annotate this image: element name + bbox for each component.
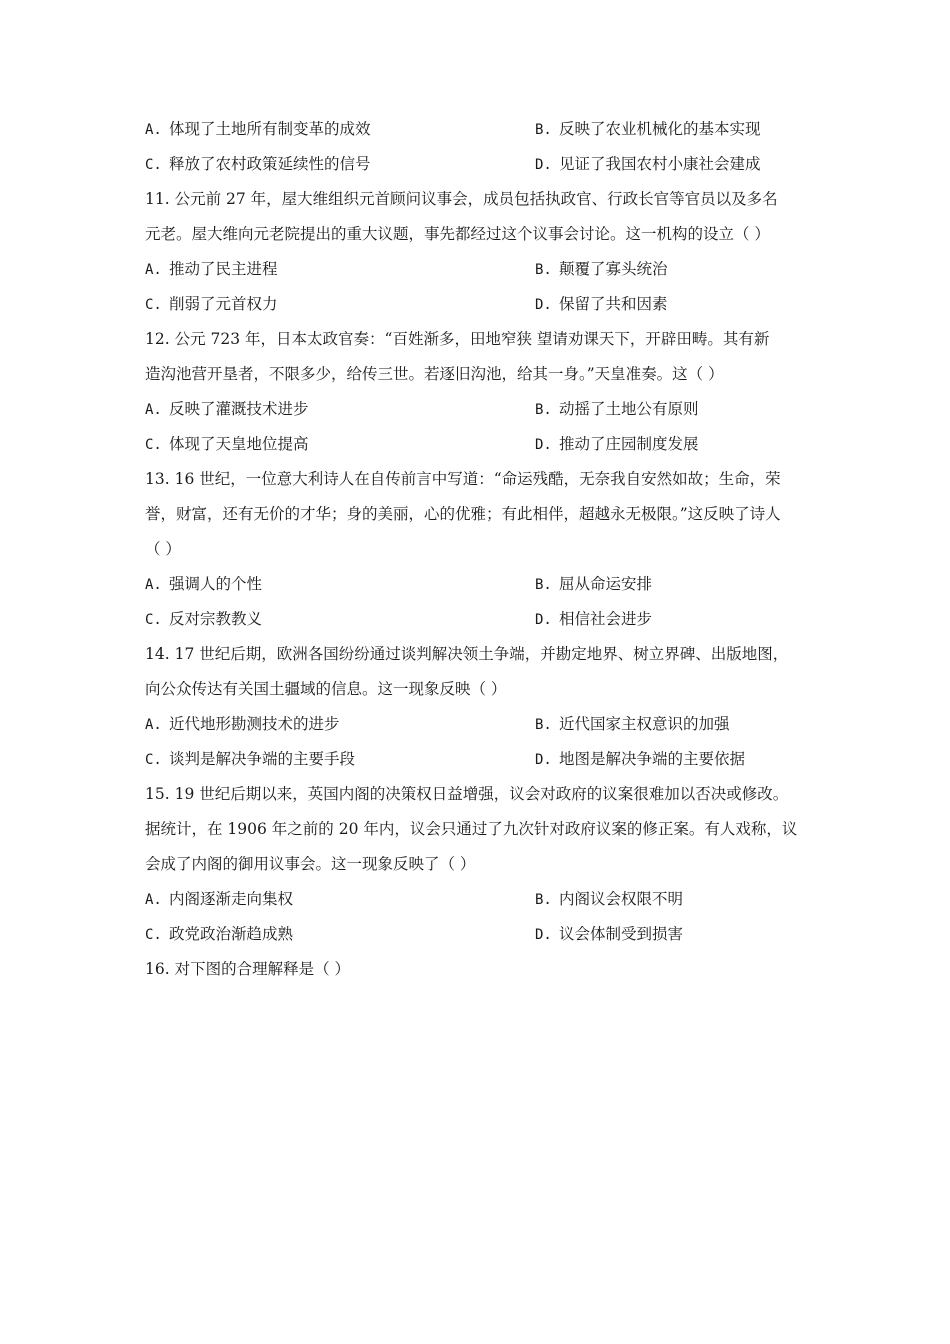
option-letter: A. (145, 892, 162, 908)
question-stem-line: 造沟池营开垦者，不限多少，给传三世。若逐旧沟池，给其一身。”天皇准奏。这（ ） (145, 365, 724, 383)
option-text: 地图是解决争端的主要依据 (559, 750, 746, 768)
q13-option-b[interactable] (535, 567, 652, 603)
question-15 (145, 777, 825, 882)
question-stem-line: 会成了内阁的御用议事会。这一现象反映了（ ） (145, 855, 476, 873)
option-text: 见证了我国农村小康社会建成 (559, 155, 761, 173)
question-11 (145, 182, 825, 252)
q15-option-d[interactable] (535, 917, 683, 953)
option-letter: D. (535, 612, 552, 628)
q10-option-a[interactable] (145, 112, 371, 148)
q14-option-b[interactable] (535, 707, 730, 743)
option-letter: D. (535, 437, 552, 453)
option-text: 近代地形勘测技术的进步 (169, 715, 340, 733)
q15-options-row-2 (145, 917, 825, 952)
option-letter: C. (145, 297, 162, 313)
option-letter: B. (535, 262, 552, 278)
option-letter: D. (535, 927, 552, 943)
q12-option-c[interactable] (145, 427, 309, 463)
q12-options-row-2 (145, 427, 825, 462)
q13-options-row-2 (145, 602, 825, 637)
option-letter: B. (535, 122, 552, 138)
option-text: 相信社会进步 (559, 610, 653, 628)
option-text: 反映了农业机械化的基本实现 (559, 120, 761, 138)
question-stem-line: 元老。屋大维向元老院提出的重大议题，事先都经过这个议事会讨论。这一机构的设立（ ） (145, 225, 770, 243)
question-stem-line: 14. 17 世纪后期，欧洲各国纷纷通过谈判解决领土争端，并勘定地界、树立界碑、出版地图， (145, 645, 789, 663)
q14-option-a[interactable] (145, 707, 340, 743)
option-text: 内阁逐渐走向集权 (169, 890, 294, 908)
option-text: 颠覆了寡头统治 (559, 260, 668, 278)
q10-option-b[interactable] (535, 112, 761, 148)
q12-option-a[interactable] (145, 392, 309, 428)
question-14 (145, 637, 825, 707)
question-stem-line: 11. 公元前 27 年，屋大维组织元首顾问议事会，成员包括执政官、行政长官等官员以及多名 (145, 190, 778, 208)
q14-options-row-1 (145, 707, 825, 742)
q13-option-d[interactable] (535, 602, 652, 638)
q14-option-d[interactable] (535, 742, 745, 778)
option-text: 体现了天皇地位提高 (169, 435, 309, 453)
option-text: 近代国家主权意识的加强 (559, 715, 730, 733)
q12-option-d[interactable] (535, 427, 699, 463)
option-letter: C. (145, 612, 162, 628)
option-text: 政党政治渐趋成熟 (169, 925, 294, 943)
q15-option-a[interactable] (145, 882, 293, 918)
q15-options-row-1 (145, 882, 825, 917)
option-letter: A. (145, 402, 162, 418)
q10-options-row-2 (145, 147, 825, 182)
q11-option-c[interactable] (145, 287, 278, 323)
q10-option-c[interactable] (145, 147, 371, 183)
option-letter: C. (145, 927, 162, 943)
option-text: 削弱了元首权力 (169, 295, 278, 313)
option-letter: C. (145, 157, 162, 173)
question-stem-line: 据统计，在 1906 年之前的 20 年内，议会只通过了九次针对政府议案的修正案。有人戏称，议 (145, 820, 798, 838)
q14-options-row-2 (145, 742, 825, 777)
q15-option-b[interactable] (535, 882, 683, 918)
option-text: 屈从命运安排 (559, 575, 653, 593)
option-text: 推动了民主进程 (169, 260, 278, 278)
option-letter: A. (145, 122, 162, 138)
option-text: 议会体制受到损害 (559, 925, 684, 943)
q11-options-row-1 (145, 252, 825, 287)
question-stem-line: 誉，财富，还有无价的才华；身的美丽，心的优雅；有此相伴，超越永无极限。”这反映了诗人 (145, 505, 781, 523)
q13-option-c[interactable] (145, 602, 262, 638)
q10-options-row-1 (145, 112, 825, 147)
option-text: 内阁议会权限不明 (559, 890, 684, 908)
q11-options-row-2 (145, 287, 825, 322)
option-letter: B. (535, 717, 552, 733)
option-text: 动摇了土地公有原则 (559, 400, 699, 418)
question-stem-line: 16. 对下图的合理解释是（ ） (145, 960, 351, 978)
question-16 (145, 952, 825, 987)
q11-option-b[interactable] (535, 252, 668, 288)
question-stem-line: 15. 19 世纪后期以来，英国内阁的决策权日益增强，议会对政府的议案很难加以否决或修改。 (145, 785, 789, 803)
option-text: 反对宗教教义 (169, 610, 263, 628)
option-letter: D. (535, 297, 552, 313)
option-text: 反映了灌溉技术进步 (169, 400, 309, 418)
option-letter: D. (535, 752, 552, 768)
q13-options-row-1 (145, 567, 825, 602)
option-letter: D. (535, 157, 552, 173)
option-letter: B. (535, 402, 552, 418)
option-letter: B. (535, 892, 552, 908)
option-letter: B. (535, 577, 552, 593)
option-text: 推动了庄园制度发展 (559, 435, 699, 453)
option-text: 保留了共和因素 (559, 295, 668, 313)
option-letter: C. (145, 437, 162, 453)
option-letter: C. (145, 752, 162, 768)
question-stem-line: 13. 16 世纪，一位意大利诗人在自传前言中写道：“命运残酷，无奈我自安然如故；生命，荣 (145, 470, 781, 488)
q15-option-c[interactable] (145, 917, 293, 953)
q10-option-d[interactable] (535, 147, 761, 183)
question-stem-line: 向公众传达有关国土疆域的信息。这一现象反映（ ） (145, 680, 507, 698)
option-text: 强调人的个性 (169, 575, 263, 593)
option-text: 释放了农村政策延续性的信号 (169, 155, 371, 173)
question-12 (145, 322, 825, 392)
q12-option-b[interactable] (535, 392, 699, 428)
question-13 (145, 462, 825, 567)
option-letter: A. (145, 262, 162, 278)
option-text: 谈判是解决争端的主要手段 (169, 750, 356, 768)
q11-option-d[interactable] (535, 287, 668, 323)
option-letter: A. (145, 577, 162, 593)
option-letter: A. (145, 717, 162, 733)
question-stem-line: 12. 公元 723 年，日本太政官奏：“百姓渐多，田地窄狭 望请劝课天下，开辟田畴。其有新 (145, 330, 770, 348)
question-list (145, 112, 825, 987)
q13-option-a[interactable] (145, 567, 262, 603)
option-text: 体现了土地所有制变革的成效 (169, 120, 371, 138)
q11-option-a[interactable] (145, 252, 278, 288)
q14-option-c[interactable] (145, 742, 355, 778)
question-stem-line: （ ） (145, 540, 181, 558)
q12-options-row-1 (145, 392, 825, 427)
